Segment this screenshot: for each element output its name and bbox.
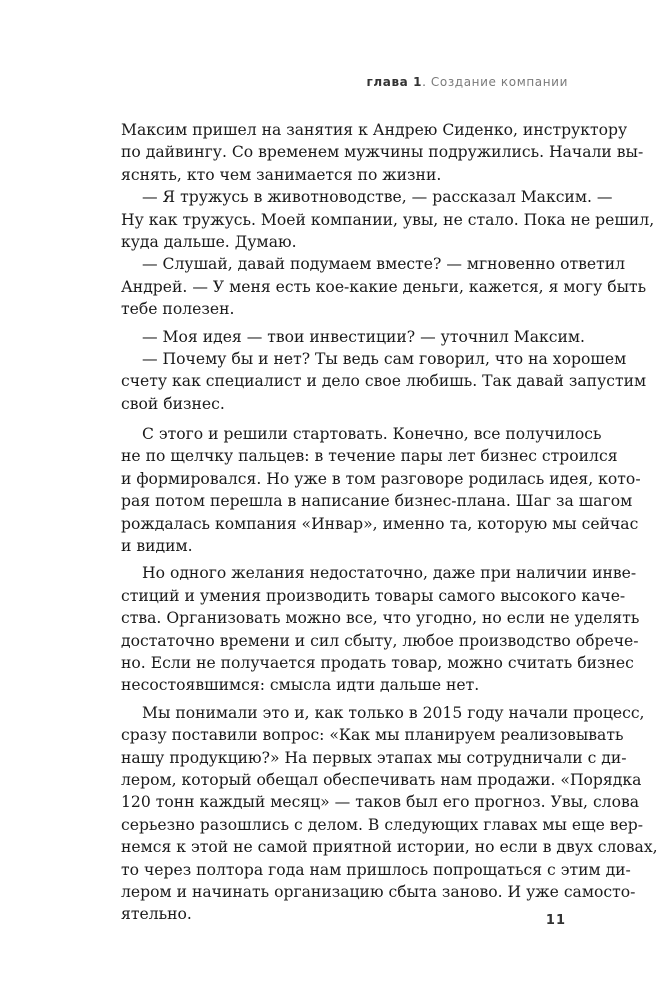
paragraph: [121, 326, 586, 348]
text-line: стиций и умения производить товары самого высокого каче-: [121, 586, 626, 605]
text-line: Максим пришел на занятия к Андрею Сиденко, инструктору: [121, 121, 628, 139]
text-line: Ну как тружусь. Моей компании, увы, не стало. Пока не решил,: [121, 210, 655, 229]
chapter-label: глава 1: [366, 75, 423, 89]
text-line: лером, который обещал обеспечивать нам продажи. «Порядка: [121, 770, 642, 789]
text-line: куда дальше. Думаю.: [121, 232, 297, 251]
text-line: по дайвингу. Со временем мужчины подружились. Начали вы-: [121, 143, 644, 162]
text-line: несостоявшимся: смысла идти дальше нет.: [121, 676, 480, 695]
text-line: свой бизнес.: [121, 394, 225, 413]
paragraph: [121, 348, 647, 415]
text-line: и видим.: [121, 537, 193, 556]
text-line: достаточно времени и сил сбыту, любое производство обрече-: [121, 631, 639, 650]
text-line: рождалась компания «Инвар», именно та, которую мы сейчас: [121, 514, 639, 533]
paragraph: [121, 253, 647, 320]
text-line: счету как специалист и дело свое любишь. Так давай запустим: [121, 372, 647, 391]
text-line: не по щелчку пальцев: в течение пары лет бизнес строился: [121, 447, 618, 466]
text-line: Андрей. — У меня есть кое-какие деньги, кажется, я могу быть: [121, 277, 647, 296]
text-line: С этого и решили стартовать. Конечно, все получилось: [142, 425, 602, 444]
text-line: — Я тружусь в животноводстве, — рассказал Максим. —: [142, 188, 613, 207]
text-line: ятельно.: [121, 905, 192, 924]
paragraph-spacer: [121, 415, 557, 423]
text-line: — Почему бы и нет? Ты ведь сам говорил, что на хорошем: [142, 349, 627, 368]
text-line: яснять, кто чем занимается по жизни.: [121, 165, 442, 184]
text-line: Мы понимали это и, как только в 2015 году начали процесс,: [142, 703, 645, 722]
page-number: 11: [545, 913, 566, 928]
text-line: — Моя идея — твои инвестиции? — уточнил Максим.: [142, 327, 586, 346]
paragraph: [121, 119, 644, 186]
chapter-title: Создание компании: [430, 75, 568, 89]
text-line: нашу продукцию?» На первых этапах мы сотрудничали с ди-: [121, 748, 627, 767]
paragraph: [121, 562, 640, 696]
text-line: немся к этой не самой приятной истории, но если в двух словах,: [121, 838, 658, 857]
text-line: 120 тонн каждый месяц» — таков был его прогноз. Увы, слова: [121, 793, 640, 812]
paragraph: [121, 186, 655, 253]
text-line: но. Если не получается продать товар, можно считать бизнес: [121, 653, 634, 672]
text-line: тебе полезен.: [121, 300, 235, 319]
text-line: и формировался. Но уже в том разговоре родилась идея, кото-: [121, 469, 641, 488]
running-head: [366, 75, 568, 89]
text-line: сразу поставили вопрос: «Как мы планируем реализовывать: [121, 726, 624, 745]
text-line: то через полтора года нам пришлось попрощаться с этим ди-: [121, 860, 631, 879]
text-line: — Слушай, давай подумаем вместе? — мгновенно ответил: [142, 255, 626, 274]
paragraph: [121, 423, 641, 557]
text-line: Но одного желания недостаточно, даже при наличии инве-: [142, 564, 637, 583]
text-line: ства. Организовать можно все, что угодно, но если не уделять: [121, 609, 640, 628]
text-line: лером и начинать организацию сбыта заново. И уже самосто-: [121, 882, 636, 901]
text-line: серьезно разошлись с делом. В следующих главах мы еще вер-: [121, 815, 644, 834]
text-line: рая потом перешла в написание бизнес-плана. Шаг за шагом: [121, 492, 633, 511]
chapter-separator: .: [422, 75, 427, 89]
